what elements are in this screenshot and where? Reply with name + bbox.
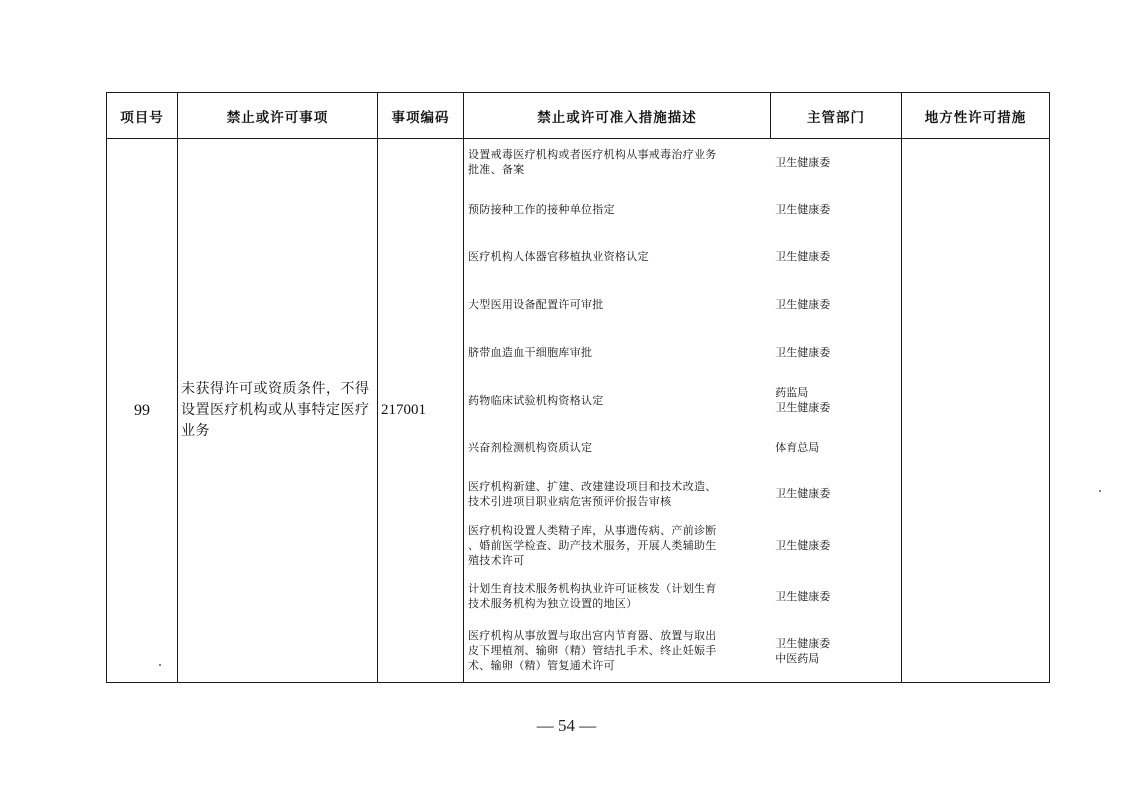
measure-row	[464, 573, 901, 619]
header-item-code: 事项编码	[378, 93, 464, 139]
department-line: 卫生健康委	[775, 401, 831, 414]
department-line: 卫生健康委	[775, 538, 831, 552]
measure-description-line: 预防接种工作的接种单位指定	[468, 202, 615, 216]
scan-speck	[1099, 490, 1101, 492]
header-local-measure: 地方性许可措施	[902, 93, 1050, 139]
measure-row	[464, 619, 901, 682]
measure-description-line: 设置戒毒医疗机构或者医疗机构从事戒毒治疗业务	[468, 148, 717, 161]
measure-description-line: 医疗机构设置人类精子库，从事遗传病、产前诊断	[468, 523, 717, 537]
department-line: 卫生健康委	[775, 589, 831, 603]
measure-description	[464, 581, 770, 611]
measure-description	[464, 628, 770, 673]
measure-row	[464, 185, 901, 233]
measure-description-line: 医疗机构新建、扩建、改建建设项目和技术改造、	[468, 479, 717, 493]
measure-department	[770, 297, 901, 312]
license-table	[106, 92, 1050, 683]
measure-department	[770, 385, 901, 415]
measure-row	[464, 517, 901, 573]
department-line: 卫生健康委	[775, 250, 831, 263]
department-line: 卫生健康委	[775, 487, 831, 500]
page-number: — 54 —	[536, 716, 597, 735]
measure-description-line: 医疗机构人体器官移植执业资格认定	[468, 250, 649, 263]
measure-list	[464, 139, 901, 682]
measure-department	[770, 486, 901, 501]
measure-department	[770, 202, 901, 217]
measure-description	[464, 147, 770, 177]
measure-row	[464, 139, 901, 185]
measure-description-line: 殖技术许可	[468, 553, 525, 567]
measure-department	[770, 636, 901, 666]
measure-description	[464, 393, 770, 408]
measure-description	[464, 440, 770, 455]
department-line: 卫生健康委	[775, 636, 831, 650]
department-line: 卫生健康委	[775, 202, 831, 216]
table-header-row	[107, 93, 1050, 139]
measure-row	[464, 280, 901, 328]
department-line: 中医药局	[775, 651, 820, 665]
measure-description-line: 批准、备案	[468, 163, 525, 176]
item-number-cell: 99	[107, 139, 178, 683]
table-row	[107, 139, 1050, 683]
measure-description-line: 兴奋剂检测机构资质认定	[468, 440, 593, 454]
department-line: 卫生健康委	[775, 297, 831, 311]
measure-department	[770, 345, 901, 360]
measure-description	[464, 479, 770, 509]
measure-description-line: 药物临床试验机构资格认定	[468, 393, 604, 407]
header-item-name: 禁止或许可事项	[178, 93, 378, 139]
measure-description	[464, 202, 770, 217]
measures-cell	[464, 139, 902, 683]
item-code-cell: 217001	[378, 139, 464, 683]
measure-description-line: 计划生育技术服务机构执业许可证核发（计划生育	[468, 582, 717, 595]
scan-speck	[159, 664, 161, 666]
header-item-number: 项目号	[107, 93, 178, 139]
measure-description	[464, 523, 770, 568]
measure-description-line: 术、输卵（精）管复通术许可	[468, 659, 615, 672]
local-measure-cell	[902, 139, 1050, 683]
header-department: 主管部门	[771, 93, 902, 139]
measure-description-line: 、婚前医学检查、助产技术服务，开展人类辅助生	[468, 538, 717, 552]
measure-description	[464, 345, 770, 360]
measure-description	[464, 297, 770, 312]
measure-department	[770, 440, 901, 455]
department-line: 体育总局	[775, 440, 820, 454]
measure-row	[464, 470, 901, 517]
measure-department	[770, 249, 901, 264]
measure-description-line: 技术服务机构为独立设置的地区）	[468, 597, 638, 610]
measure-description-line: 皮下埋植剂、输卵（精）管结扎手术、终止妊娠手	[468, 644, 717, 657]
measure-row	[464, 328, 901, 376]
measure-row	[464, 424, 901, 470]
measure-department	[770, 589, 901, 604]
measure-description-line: 脐带血造血干细胞库审批	[468, 345, 593, 359]
measure-description-line: 技术引进项目职业病危害预评价报告审核	[468, 494, 672, 508]
header-measure-description: 禁止或许可准入措施描述	[464, 93, 771, 139]
measure-description-line: 医疗机构从事放置与取出宫内节育器、放置与取出	[468, 629, 717, 642]
measure-department	[770, 538, 901, 553]
department-line: 卫生健康委	[775, 155, 831, 169]
measure-description	[464, 249, 770, 264]
measure-row	[464, 233, 901, 280]
item-name-cell: 未获得许可或资质条件，不得设置医疗机构或从事特定医疗业务	[178, 139, 378, 683]
department-line: 卫生健康委	[775, 345, 831, 359]
department-line: 药监局	[775, 386, 809, 399]
measure-description-line: 大型医用设备配置许可审批	[468, 297, 604, 311]
measure-row	[464, 376, 901, 424]
measure-department	[770, 155, 901, 170]
